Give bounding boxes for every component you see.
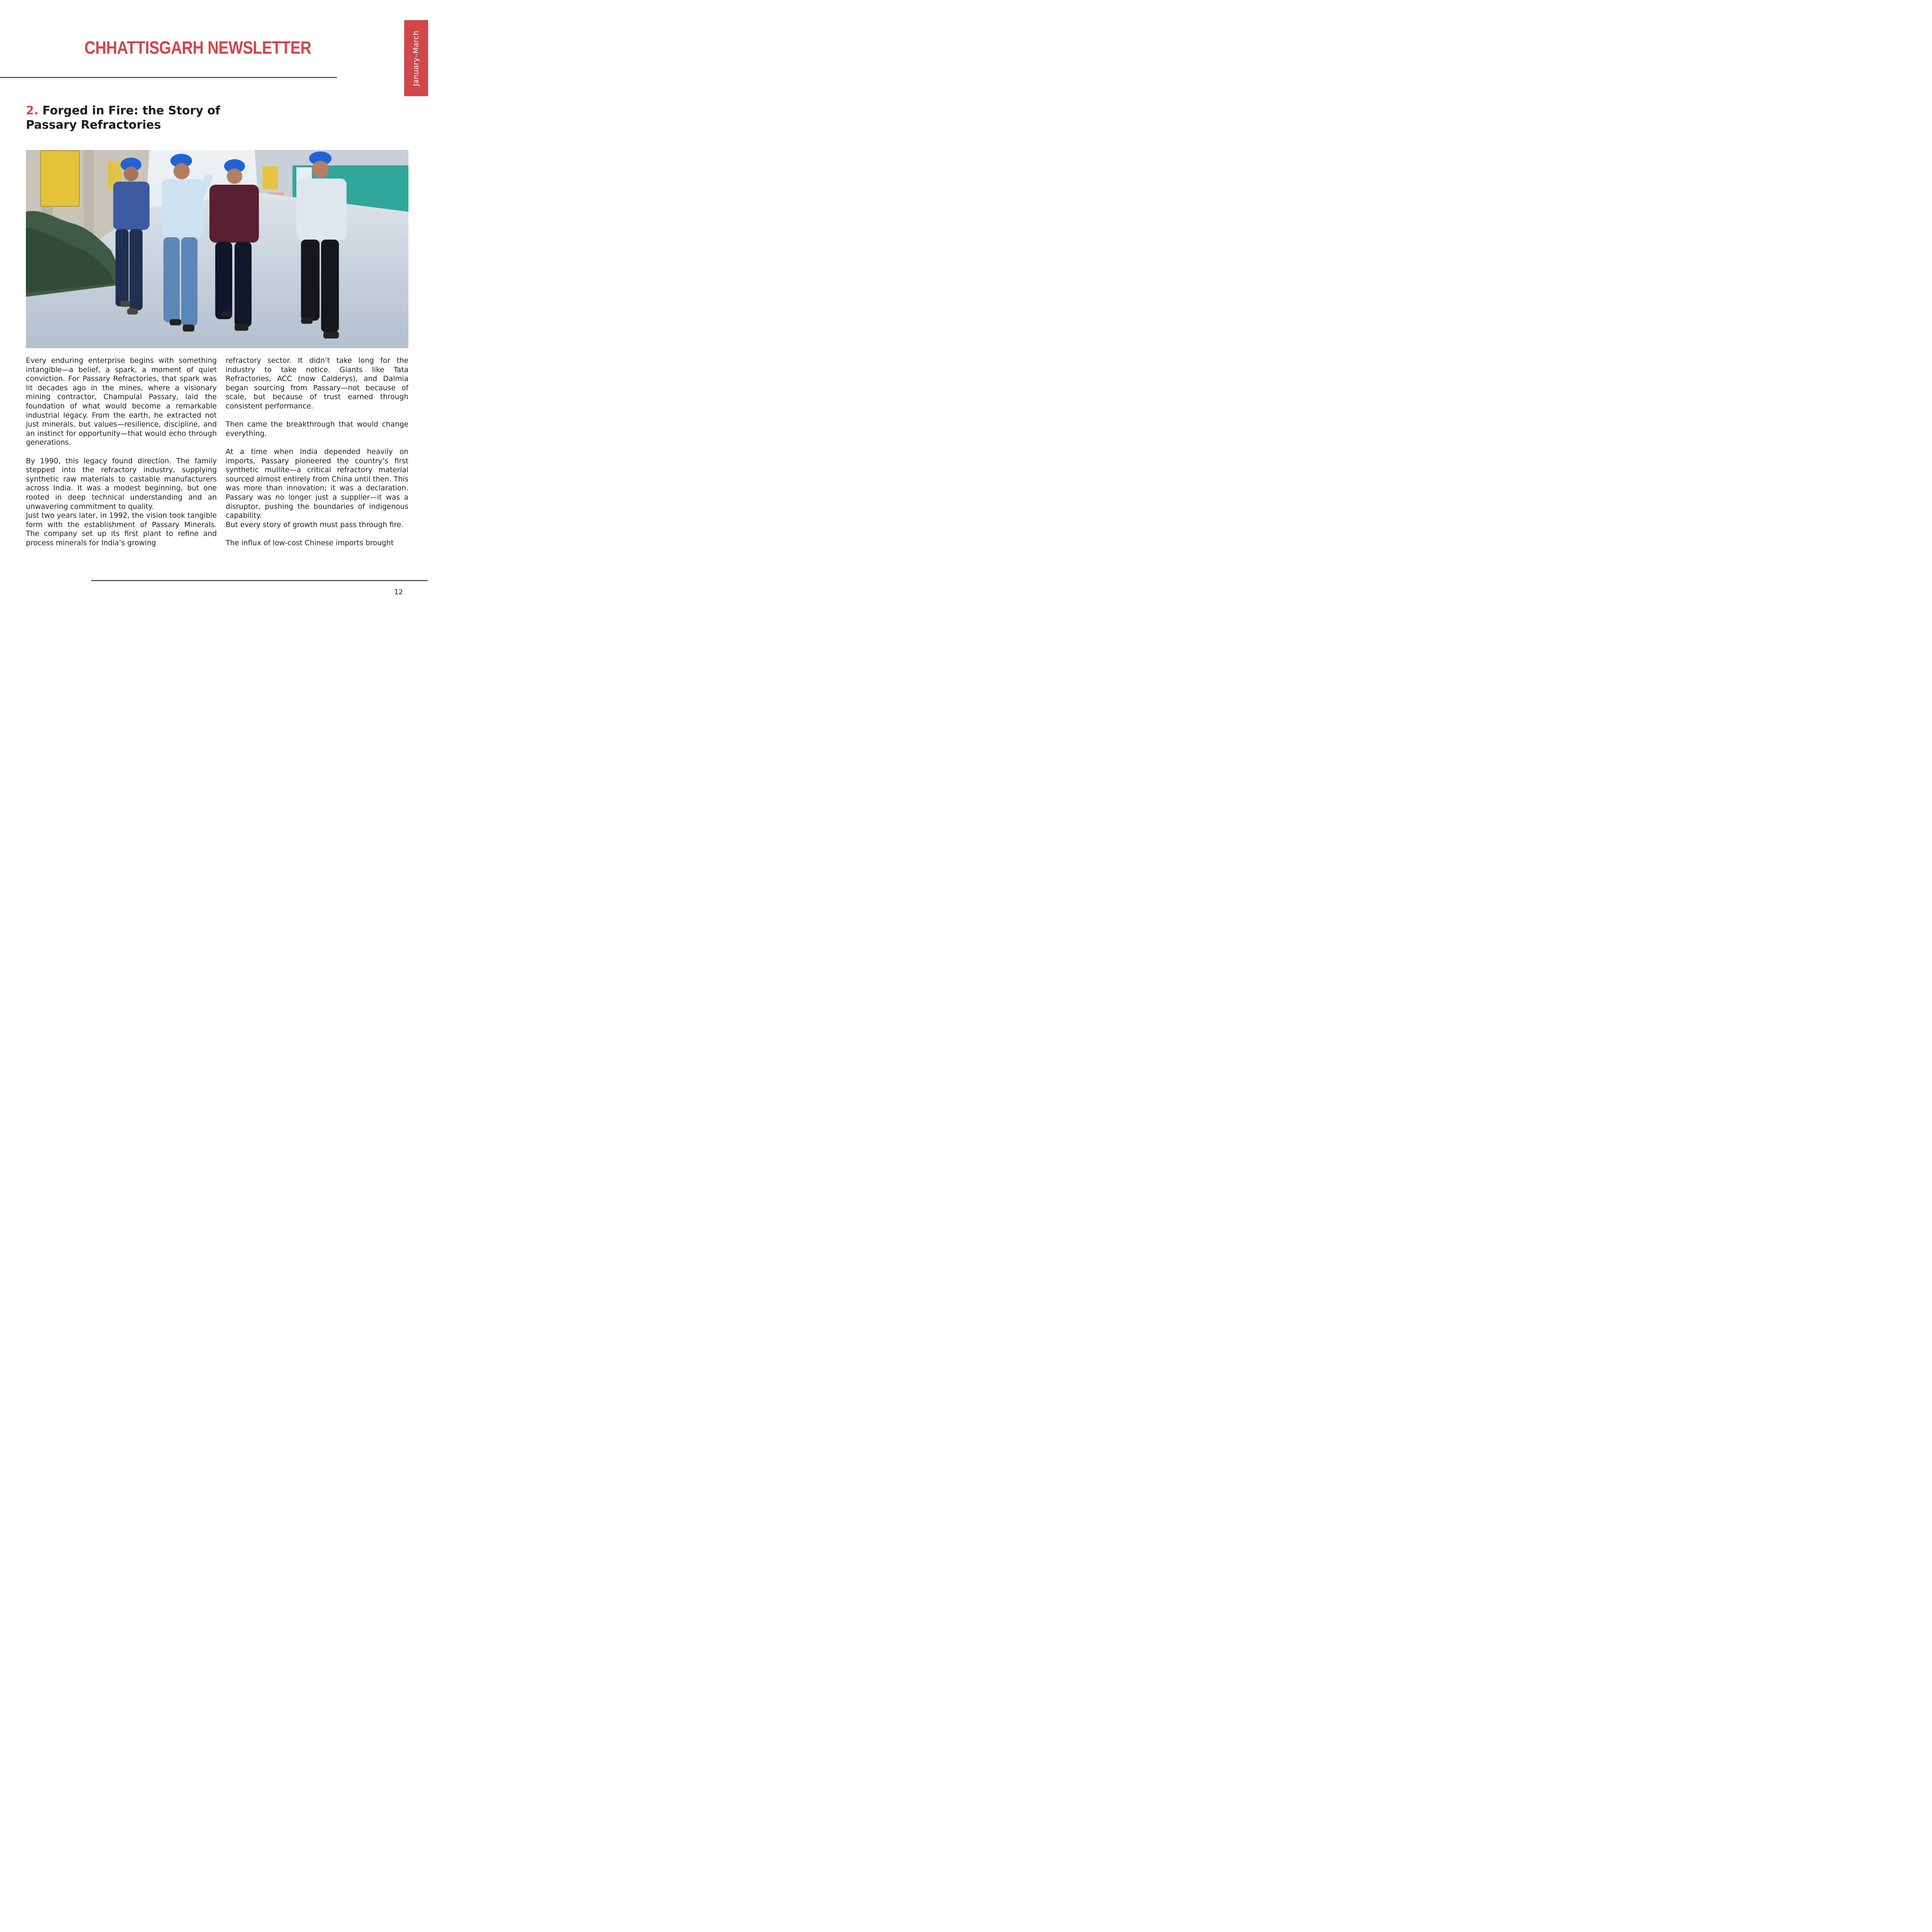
paragraph: Just two years later, in 1992, the vision took tangible form with the establishment of Passary Minerals. The company set up its first plant to refine and process minerals for India’s growing bbox=[26, 512, 217, 547]
paragraph: But every story of growth must pass through fire. bbox=[226, 520, 404, 529]
newsletter-page bbox=[0, 0, 433, 612]
paragraph: Every enduring enterprise begins with something intangible—a belief, a spark, a moment of quiet conviction. For Passary Refractories, that spark was lit decades ago in the mines, where a visionary mining contractor, Champulal Passary, laid the foundation of what would become a remarkable industrial legacy. From the earth, he extracted not just minerals, but values—resilience, discipline, and an instinct for opportunity—that would echo through generations. bbox=[26, 357, 217, 447]
paragraph: refractory sector. It didn’t take long for the industry to take notice. Giants like Tata Refractories, ACC (now Calderys), and Dalmia began sourcing from Passary—not because of scale, but because of trust earned through consistent performance. bbox=[226, 357, 408, 410]
header-divider bbox=[0, 77, 337, 78]
body-column-right bbox=[226, 356, 408, 548]
period-label: January–March bbox=[412, 30, 421, 86]
page-number: 12 bbox=[394, 588, 403, 596]
article-photo bbox=[26, 150, 408, 348]
newsletter-title: CHHATTISGARH NEWSLETTER bbox=[84, 37, 311, 58]
paragraph: By 1990, this legacy found direction. The family stepped into the refractory industry, supplying synthetic raw materials to castable manufacturers across India. It was a modest beginning, but one rooted in deep technical understanding and an unwavering commitment to quality. bbox=[26, 457, 217, 511]
article-title-line2: Passary Refractories bbox=[26, 118, 161, 132]
paragraph: The influx of low-cost Chinese imports brought bbox=[226, 539, 394, 547]
article-title-line1: Forged in Fire: the Story of bbox=[42, 104, 221, 117]
body-column-left bbox=[26, 356, 217, 548]
paragraph: Then came the breakthrough that would change everything. bbox=[226, 420, 408, 438]
footer-divider bbox=[91, 580, 428, 581]
article-title bbox=[26, 104, 242, 132]
paragraph: At a time when India depended heavily on imports, Passary pioneered the country’s first synthetic mullite—a critical refractory material sourced almost entirely from China until then. This was more than innovation; it was a declaration. Passary was no longer just a supplier—it was a disruptor, pushing the boundaries of indigenous capability. bbox=[226, 447, 408, 520]
period-tab bbox=[404, 20, 428, 96]
article-number: 2. bbox=[26, 104, 39, 117]
